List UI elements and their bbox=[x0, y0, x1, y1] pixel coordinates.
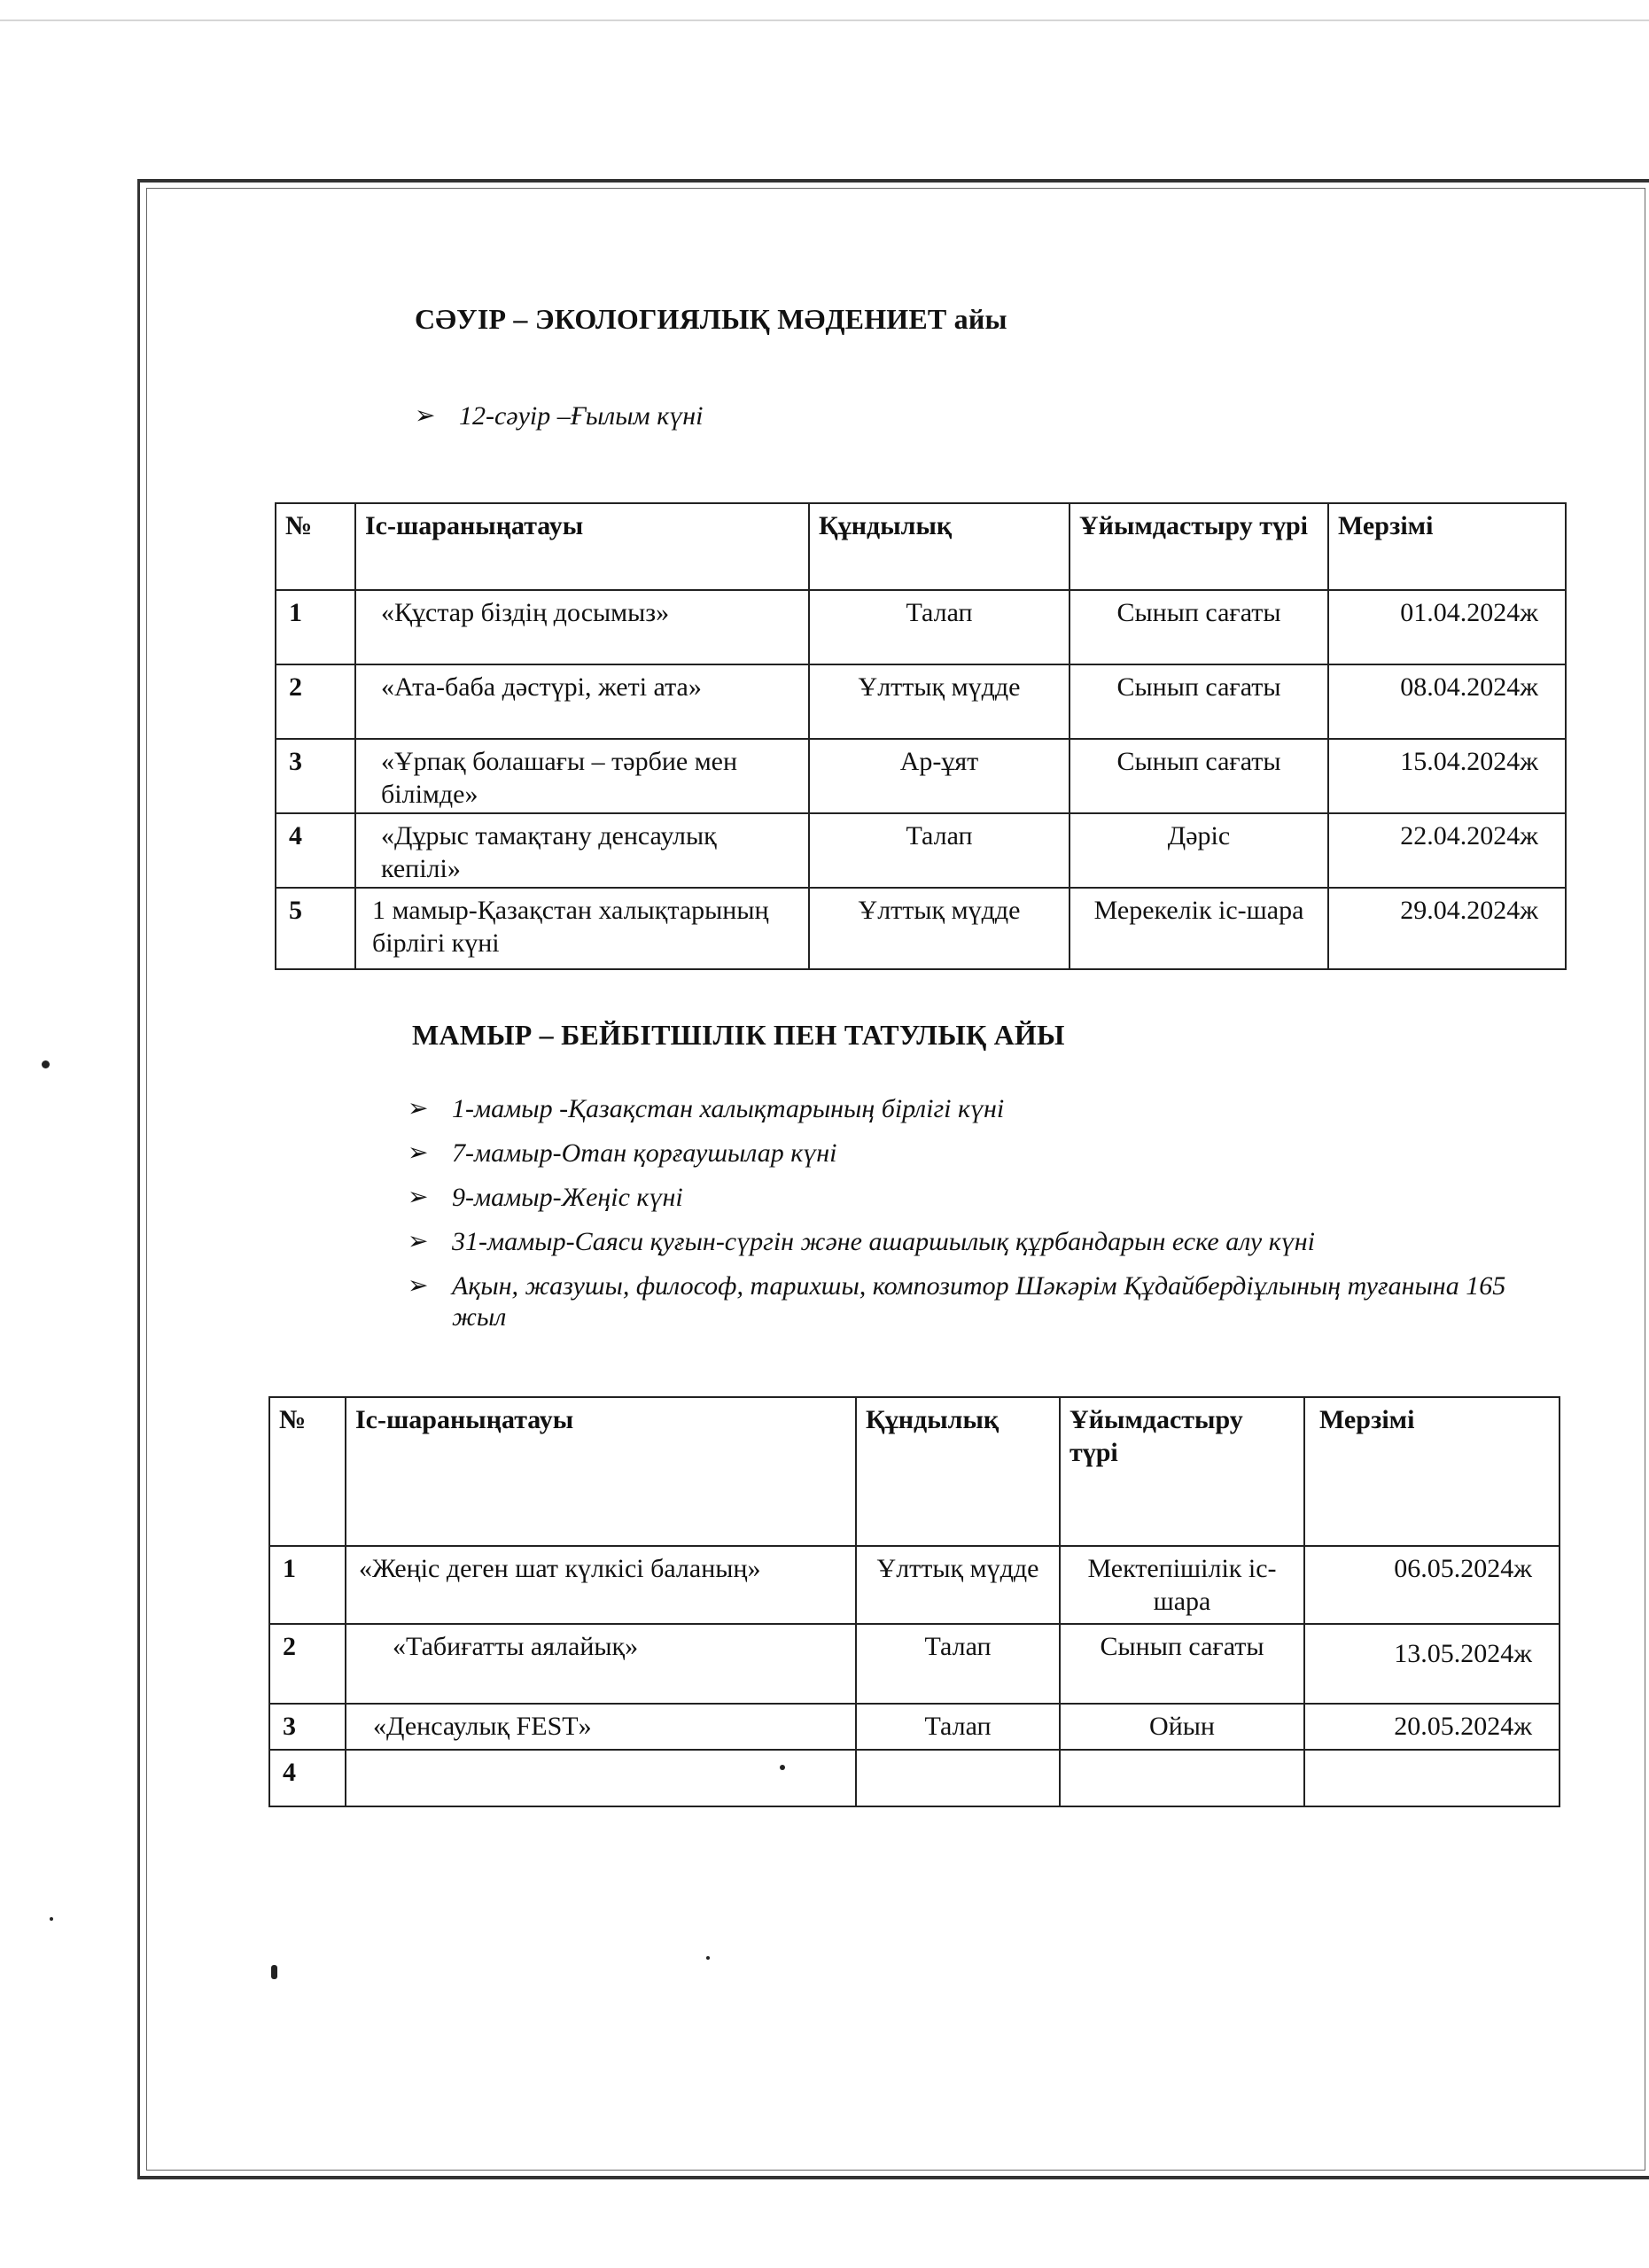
may-heading: МАМЫР – БЕЙБІТШІЛІК ПЕН ТАТУЛЫҚ АЙЫ bbox=[412, 1019, 1065, 1051]
list-item bbox=[408, 1138, 1515, 1169]
scan-speck bbox=[42, 1060, 50, 1068]
arrow-bullet-icon: ➢ bbox=[415, 402, 436, 430]
scan-edge-line bbox=[0, 19, 1649, 21]
bullet-text: Ақын, жазушы, философ, тарихшы, композитор Шәкәрім Құдайбердіұлының туғанына 165 жыл bbox=[452, 1271, 1506, 1332]
cell-date: 06.05.2024ж bbox=[1304, 1546, 1560, 1624]
cell-event-name: «Ұрпақ болашағы – тәрбие мен білімде» bbox=[355, 739, 809, 813]
bullet-text: 1-мамыр -Қазақстан халықтарының бірлігі күні bbox=[452, 1094, 1005, 1123]
cell-value: Ұлттық мүдде bbox=[809, 664, 1070, 739]
cell-organization-type bbox=[1060, 1750, 1304, 1806]
cell-number: 5 bbox=[276, 888, 355, 969]
cell-organization-type: Дәріс bbox=[1070, 813, 1328, 888]
bullet-text: 7-мамыр-Отан қорғаушылар күні bbox=[452, 1138, 837, 1168]
header-event-name: Іс-шараныңатауы bbox=[355, 503, 809, 590]
cell-number: 2 bbox=[276, 664, 355, 739]
table-row bbox=[276, 813, 1566, 888]
cell-organization-type: Сынып сағаты bbox=[1070, 739, 1328, 813]
table-row bbox=[269, 1624, 1560, 1704]
cell-number: 3 bbox=[269, 1704, 346, 1750]
scan-speck bbox=[271, 1965, 277, 1979]
cell-number: 2 bbox=[269, 1624, 346, 1704]
cell-value: Ұлттық мүдде bbox=[809, 888, 1070, 969]
arrow-bullet-icon: ➢ bbox=[408, 1228, 429, 1255]
cell-organization-type: Сынып сағаты bbox=[1070, 590, 1328, 664]
cell-event-name: «Дұрыс тамақтану денсаулық кепілі» bbox=[355, 813, 809, 888]
cell-value: Талап bbox=[809, 590, 1070, 664]
cell-value: Талап bbox=[809, 813, 1070, 888]
cell-date: 20.05.2024ж bbox=[1304, 1704, 1560, 1750]
header-date: Мерзімі bbox=[1328, 503, 1566, 590]
list-item bbox=[408, 1093, 1515, 1124]
list-item bbox=[408, 1182, 1515, 1213]
header-value: Құндылық bbox=[809, 503, 1070, 590]
cell-event-name: «Табиғатты аялайық» bbox=[346, 1624, 856, 1704]
cell-date: 29.04.2024ж bbox=[1328, 888, 1566, 969]
arrow-bullet-icon: ➢ bbox=[408, 1095, 429, 1122]
cell-number: 1 bbox=[276, 590, 355, 664]
cell-date: 15.04.2024ж bbox=[1328, 739, 1566, 813]
may-events-table bbox=[268, 1396, 1560, 1807]
cell-organization-type: Сынып сағаты bbox=[1070, 664, 1328, 739]
bullet-text: 31-мамыр-Саяси қуғын-сүргін және ашаршылық құрбандарын еске алу күні bbox=[452, 1227, 1315, 1256]
scan-speck bbox=[50, 1917, 53, 1921]
header-value: Құндылық bbox=[856, 1397, 1060, 1546]
cell-event-name bbox=[346, 1750, 856, 1806]
cell-organization-type: Сынып сағаты bbox=[1060, 1624, 1304, 1704]
cell-value: Ар-ұят bbox=[809, 739, 1070, 813]
table-row bbox=[269, 1704, 1560, 1750]
arrow-bullet-icon: ➢ bbox=[408, 1139, 429, 1167]
april-heading: СӘУІР – ЭКОЛОГИЯЛЫҚ МӘДЕНИЕТ айы bbox=[415, 303, 1007, 335]
table-header-row bbox=[269, 1397, 1560, 1546]
table-row bbox=[276, 664, 1566, 739]
cell-date: 01.04.2024ж bbox=[1328, 590, 1566, 664]
bullet-text: 9-мамыр-Жеңіс күні bbox=[452, 1183, 683, 1212]
header-organization-type: Ұйымдастыру түрі bbox=[1070, 503, 1328, 590]
cell-event-name: «Денсаулық FEST» bbox=[346, 1704, 856, 1750]
header-date: Мерзімі bbox=[1304, 1397, 1560, 1546]
cell-value bbox=[856, 1750, 1060, 1806]
header-number: № bbox=[276, 503, 355, 590]
table-row bbox=[276, 888, 1566, 969]
table-header-row bbox=[276, 503, 1566, 590]
header-event-name: Іс-шараныңатауы bbox=[346, 1397, 856, 1546]
cell-event-name: 1 мамыр-Қазақстан халықтарының бірлігі күні bbox=[355, 888, 809, 969]
cell-date: 08.04.2024ж bbox=[1328, 664, 1566, 739]
april-events-table bbox=[275, 502, 1567, 970]
bullet-text: 12-сәуір –Ғылым күні bbox=[459, 401, 704, 431]
cell-value: Талап bbox=[856, 1704, 1060, 1750]
cell-event-name: «Ата-баба дәстүрі, жеті ата» bbox=[355, 664, 809, 739]
cell-event-name: «Құстар біздің досымыз» bbox=[355, 590, 809, 664]
scan-speck bbox=[706, 1956, 710, 1960]
cell-value: Ұлттық мүдде bbox=[856, 1546, 1060, 1624]
arrow-bullet-icon: ➢ bbox=[408, 1272, 429, 1300]
list-item bbox=[408, 1270, 1515, 1332]
header-organization-type: Ұйымдастыру түрі bbox=[1060, 1397, 1304, 1546]
table-row bbox=[269, 1546, 1560, 1624]
cell-organization-type: Ойын bbox=[1060, 1704, 1304, 1750]
list-item bbox=[415, 400, 1478, 431]
cell-date: 22.04.2024ж bbox=[1328, 813, 1566, 888]
cell-number: 4 bbox=[269, 1750, 346, 1806]
cell-date: 13.05.2024ж bbox=[1304, 1624, 1560, 1704]
may-bullet-list bbox=[408, 1093, 1515, 1346]
list-item bbox=[408, 1226, 1515, 1257]
cell-organization-type: Мерекелік іс-шара bbox=[1070, 888, 1328, 969]
arrow-bullet-icon: ➢ bbox=[408, 1184, 429, 1211]
cell-event-name: «Жеңіс деген шат күлкісі баланың» bbox=[346, 1546, 856, 1624]
cell-number: 3 bbox=[276, 739, 355, 813]
header-number: № bbox=[269, 1397, 346, 1546]
april-bullet-list bbox=[415, 400, 1478, 445]
table-row bbox=[276, 590, 1566, 664]
cell-number: 4 bbox=[276, 813, 355, 888]
table-row bbox=[269, 1750, 1560, 1806]
cell-organization-type: Мектепішілік іс-шара bbox=[1060, 1546, 1304, 1624]
cell-value: Талап bbox=[856, 1624, 1060, 1704]
cell-number: 1 bbox=[269, 1546, 346, 1624]
cell-date bbox=[1304, 1750, 1560, 1806]
scan-speck bbox=[780, 1765, 785, 1770]
table-row bbox=[276, 739, 1566, 813]
